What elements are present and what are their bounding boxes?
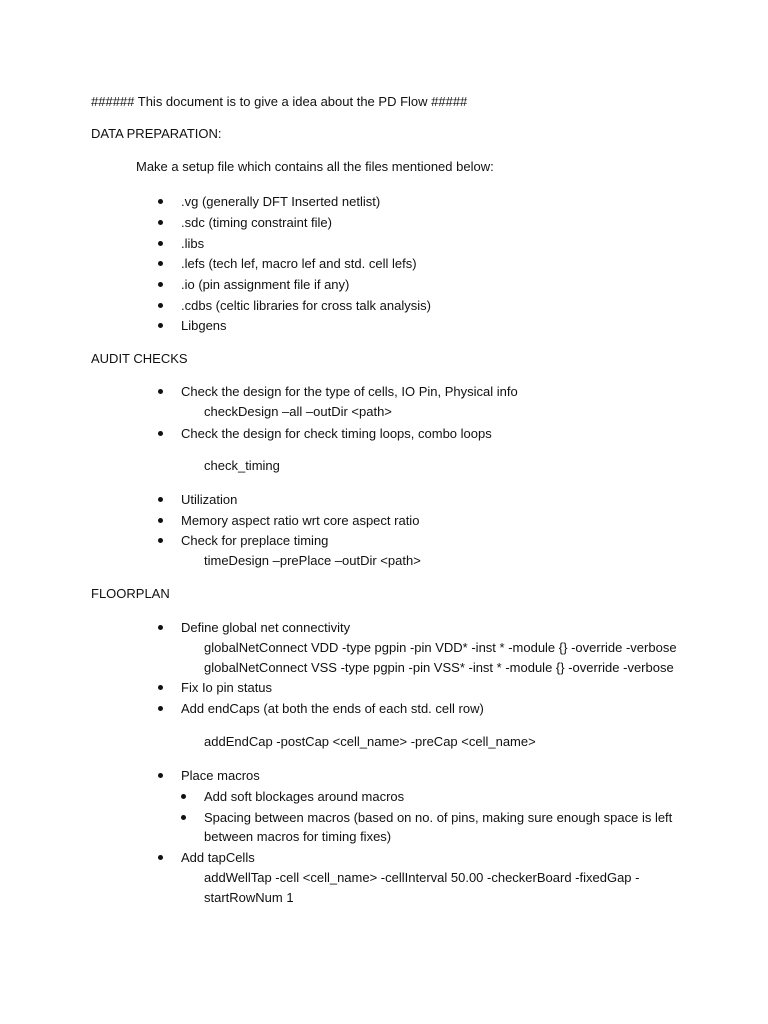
bullet-icon [158, 538, 163, 543]
bullet-icon [158, 303, 163, 308]
bullet-icon [158, 282, 163, 287]
data-prep-intro: Make a setup file which contains all the files mentioned below: [136, 159, 494, 174]
command-line: globalNetConnect VDD -type pgpin -pin VDD* -inst * -module {} -override -verbose [204, 640, 677, 655]
bullet-icon [158, 855, 163, 860]
bullet-icon [158, 625, 163, 630]
list-item: Define global net connectivity [181, 620, 351, 635]
list-item: .sdc (timing constraint file) [181, 215, 332, 230]
sub-list-item: Add soft blockages around macros [204, 789, 405, 804]
sub-list-item-continuation: between macros for timing fixes) [204, 829, 392, 844]
list-item: Place macros [181, 768, 260, 783]
bullet-icon [158, 773, 163, 778]
bullet-icon [158, 199, 163, 204]
bullet-icon [158, 261, 163, 266]
list-item: Add endCaps (at both the ends of each std. cell row) [181, 701, 484, 716]
list-item: .cdbs (celtic libraries for cross talk analysis) [181, 298, 431, 313]
command-line-continuation: startRowNum 1 [204, 890, 294, 905]
command-line: timeDesign –prePlace –outDir <path> [204, 553, 421, 568]
sub-list-item: Spacing between macros (based on no. of pins, making sure enough space is left [204, 810, 673, 825]
list-item: Check for preplace timing [181, 533, 329, 548]
command-line: check_timing [204, 458, 280, 473]
bullet-icon [158, 518, 163, 523]
command-line: checkDesign –all –outDir <path> [204, 404, 392, 419]
list-item: .vg (generally DFT Inserted netlist) [181, 194, 381, 209]
list-item: Add tapCells [181, 850, 255, 865]
bullet-icon [158, 220, 163, 225]
command-line: addEndCap -postCap <cell_name> -preCap <cell_name> [204, 734, 536, 749]
list-item: .lefs (tech lef, macro lef and std. cell lefs) [181, 256, 417, 271]
document-title: ###### This document is to give a idea about the PD Flow ##### [91, 94, 468, 109]
list-item: .libs [181, 236, 205, 251]
sub-bullet-icon [181, 815, 186, 820]
bullet-icon [158, 389, 163, 394]
section-heading-audit-checks: AUDIT CHECKS [91, 351, 188, 366]
list-item: Libgens [181, 318, 227, 333]
list-item: Memory aspect ratio wrt core aspect ratio [181, 513, 420, 528]
list-item: Utilization [181, 492, 238, 507]
list-item: Check the design for check timing loops, combo loops [181, 426, 492, 441]
list-item: .io (pin assignment file if any) [181, 277, 350, 292]
sub-bullet-icon [181, 794, 186, 799]
bullet-icon [158, 323, 163, 328]
bullet-icon [158, 431, 163, 436]
bullet-icon [158, 497, 163, 502]
command-line: globalNetConnect VSS -type pgpin -pin VSS* -inst * -module {} -override -verbose [204, 660, 674, 675]
bullet-icon [158, 706, 163, 711]
list-item: Check the design for the type of cells, IO Pin, Physical info [181, 384, 518, 399]
list-item: Fix Io pin status [181, 680, 273, 695]
section-heading-data-preparation: DATA PREPARATION: [91, 126, 222, 141]
section-heading-floorplan: FLOORPLAN [91, 586, 170, 601]
command-line: addWellTap -cell <cell_name> -cellInterval 50.00 -checkerBoard -fixedGap - [204, 870, 640, 885]
bullet-icon [158, 685, 163, 690]
bullet-icon [158, 241, 163, 246]
